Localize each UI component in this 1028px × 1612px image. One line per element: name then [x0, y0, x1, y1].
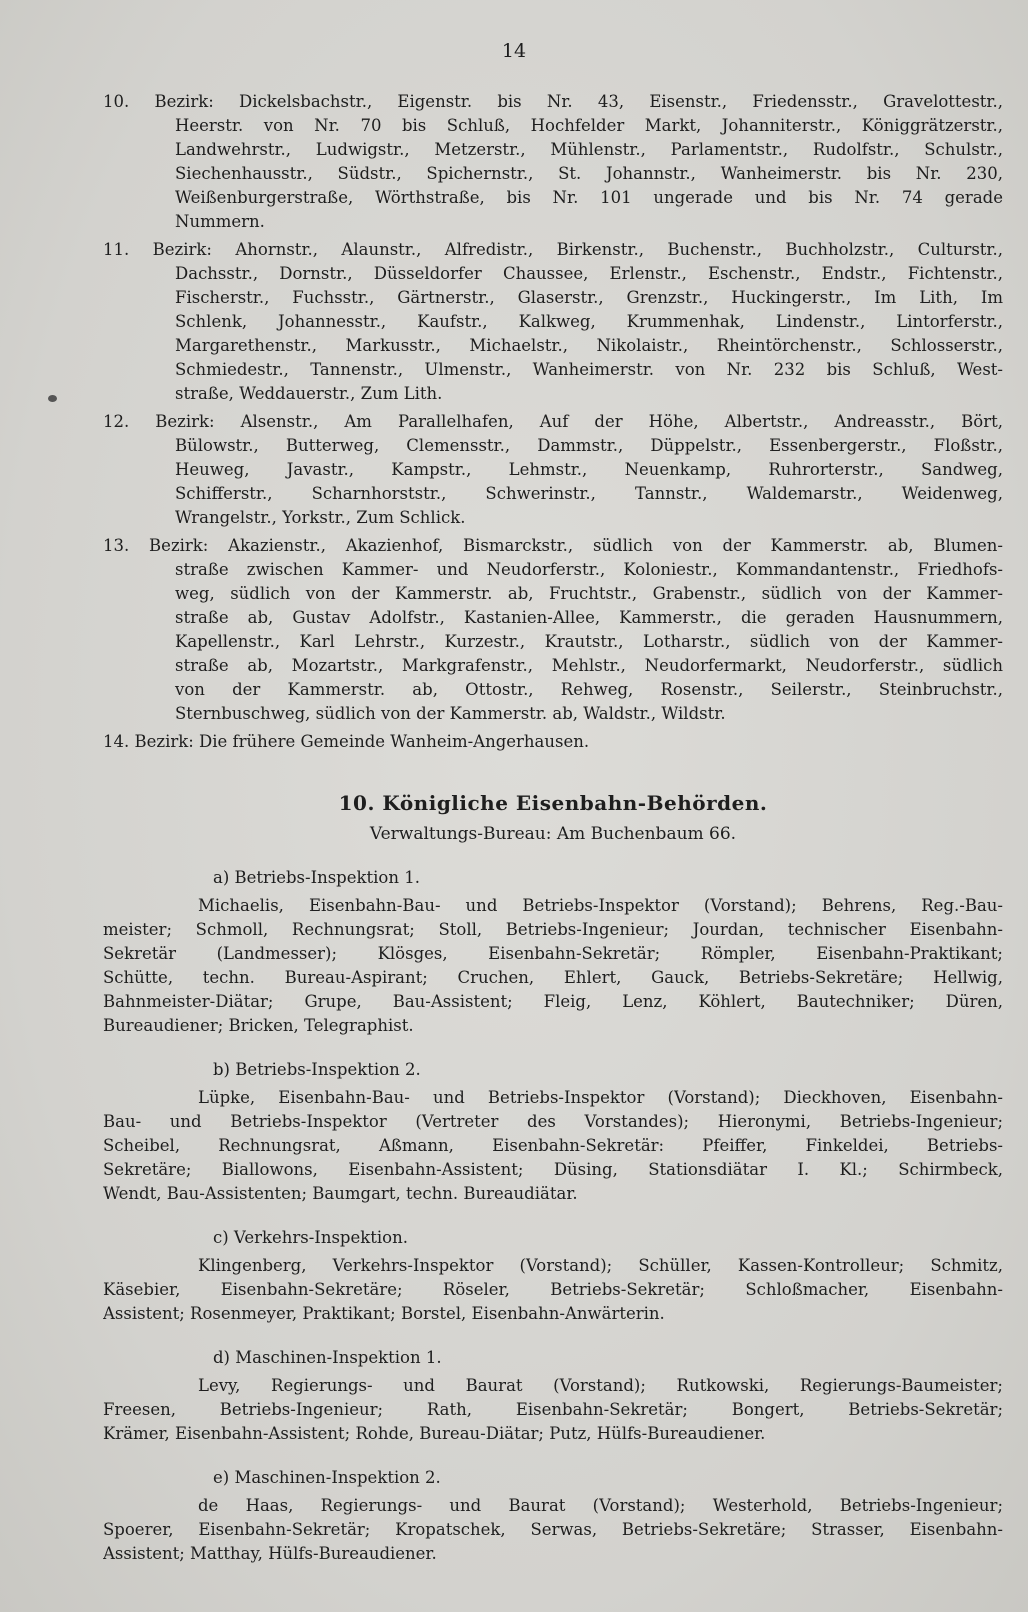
- text-line: Schifferstr., Scharnhorststr., Schwerinstr., Tannstr., Waldemarstr., Weidenweg,: [175, 484, 1003, 503]
- text-line: von der Kammerstr. ab, Ottostr., Rehweg, Rosenstr., Seilerstr., Steinbruchstr.,: [175, 680, 1003, 699]
- text-line: Wendt, Bau-Assistenten; Baumgart, techn. Bureaudiätar.: [103, 1184, 578, 1203]
- text-line: Heerstr. von Nr. 70 bis Schluß, Hochfelder Markt, Johanniterstr., Königgrätzerstr.,: [175, 116, 1003, 135]
- text-line: Scheibel, Rechnungsrat, Aßmann, Eisenbahn-Sekretär: Pfeiffer, Finkeldei, Betriebs-: [103, 1136, 1003, 1155]
- text-line: de Haas, Regierungs- und Baurat (Vorstand); Westerhold, Betriebs-Ingenieur;: [198, 1496, 1003, 1515]
- district-entry: [103, 534, 1003, 726]
- text-line: Levy, Regierungs- und Baurat (Vorstand); Rutkowski, Regierungs-Baumeister;: [198, 1376, 1003, 1395]
- section-title: 10. Königliche Eisenbahn-Behörden.: [338, 791, 768, 815]
- district-list: [103, 90, 1003, 754]
- text-line: Bahnmeister-Diätar; Grupe, Bau-Assistent; Fleig, Lenz, Köhlert, Bautechniker; Düren,: [103, 992, 1003, 1011]
- text-line: Dachsstr., Dornstr., Düsseldorfer Chaussee, Erlenstr., Eschenstr., Endstr., Fichtenstr.,: [175, 264, 1003, 283]
- subsection-heading: a) Betriebs-Inspektion 1.: [213, 868, 420, 887]
- text-line: straße zwischen Kammer- und Neudorferstr., Koloniestr., Kommandantenstr., Friedhofs-: [175, 560, 1003, 579]
- text-line: Krämer, Eisenbahn-Assistent; Rohde, Bureau-Diätar; Putz, Hülfs-Bureaudiener.: [103, 1424, 766, 1443]
- subsection-staff-list: [103, 894, 1003, 1038]
- subsection-heading: d) Maschinen-Inspektion 1.: [213, 1348, 442, 1367]
- text-line: Bau- und Betriebs-Inspektor (Vertreter des Vorstandes); Hieronymi, Betriebs-Ingenieur;: [103, 1112, 1003, 1131]
- text-line: 10. Bezirk: Dickelsbachstr., Eigenstr. bis Nr. 43, Eisenstr., Friedensstr., Gravelottestr.,: [103, 92, 1003, 111]
- text-line: Weißenburgerstraße, Wörthstraße, bis Nr. 101 ungerade und bis Nr. 74 gerade: [175, 188, 1003, 207]
- page-number: 14: [501, 40, 527, 62]
- text-line: Freesen, Betriebs-Ingenieur; Rath, Eisenbahn-Sekretär; Bongert, Betriebs-Sekretär;: [103, 1400, 1003, 1419]
- subsection-staff-list: [103, 1254, 1003, 1326]
- text-line: weg, südlich von der Kammerstr. ab, Fruchtstr., Grabenstr., südlich von der Kammer-: [175, 584, 1003, 603]
- subsection-list: [103, 866, 1003, 1566]
- subsection-staff-list: [103, 1494, 1003, 1566]
- district-entry: [103, 90, 1003, 234]
- ink-blot: [48, 395, 57, 402]
- text-line: Klingenberg, Verkehrs-Inspektor (Vorstand); Schüller, Kassen-Kontrolleur; Schmitz,: [198, 1256, 1003, 1275]
- text-line: 13. Bezirk: Akazienstr., Akazienhof, Bismarckstr., südlich von der Kammerstr. ab, Blumen-: [103, 536, 1003, 555]
- text-line: Schütte, techn. Bureau-Aspirant; Cruchen, Ehlert, Gauck, Betriebs-Sekretäre; Hellwig,: [103, 968, 1003, 987]
- text-line: Schmiedestr., Tannenstr., Ulmenstr., Wanheimerstr. von Nr. 232 bis Schluß, West-: [175, 360, 1003, 379]
- text-line: Sekretäre; Biallowons, Eisenbahn-Assistent; Düsing, Stationsdiätar I. Kl.; Schirmbeck,: [103, 1160, 1003, 1179]
- page-content: [103, 90, 1003, 1566]
- text-line: Schlenk, Johannesstr., Kaufstr., Kalkweg, Krummenhak, Lindenstr., Lintorferstr.,: [175, 312, 1003, 331]
- text-line: Assistent; Matthay, Hülfs-Bureaudiener.: [103, 1544, 437, 1563]
- text-line: straße, Weddauerstr., Zum Lith.: [175, 384, 443, 403]
- text-line: Heuweg, Javastr., Kampstr., Lehmstr., Neuenkamp, Ruhrorterstr., Sandweg,: [175, 460, 1003, 479]
- district-entry: [103, 730, 1003, 754]
- text-line: Assistent; Rosenmeyer, Praktikant; Borstel, Eisenbahn-Anwärterin.: [103, 1304, 665, 1323]
- district-entry: [103, 238, 1003, 406]
- subsection-staff-list: [103, 1086, 1003, 1206]
- text-line: Lüpke, Eisenbahn-Bau- und Betriebs-Inspektor (Vorstand); Dieckhoven, Eisenbahn-: [198, 1088, 1003, 1107]
- text-line: Wrangelstr., Yorkstr., Zum Schlick.: [175, 508, 466, 527]
- text-line: 12. Bezirk: Alsenstr., Am Parallelhafen, Auf der Höhe, Albertstr., Andreasstr., Bört,: [103, 412, 1003, 431]
- district-entry: [103, 410, 1003, 530]
- text-line: Käsebier, Eisenbahn-Sekretäre; Röseler, Betriebs-Sekretär; Schloßmacher, Eisenbahn-: [103, 1280, 1003, 1299]
- subsection-heading: c) Verkehrs-Inspektion.: [213, 1228, 408, 1247]
- text-line: 11. Bezirk: Ahornstr., Alaunstr., Alfredistr., Birkenstr., Buchenstr., Buchholzstr., Culturstr.,: [103, 240, 1003, 259]
- text-line: Bülowstr., Butterweg, Clemensstr., Dammstr., Düppelstr., Essenbergerstr., Floßstr.,: [175, 436, 1003, 455]
- text-line: Spoerer, Eisenbahn-Sekretär; Kropatschek, Serwas, Betriebs-Sekretäre; Strasser, Eisenbahn-: [103, 1520, 1003, 1539]
- text-line: Siechenhausstr., Südstr., Spichernstr., St. Johannstr., Wanheimerstr. bis Nr. 230,: [175, 164, 1003, 183]
- text-line: 14. Bezirk: Die frühere Gemeinde Wanheim-Angerhausen.: [103, 732, 590, 751]
- text-line: Fischerstr., Fuchsstr., Gärtnerstr., Glaserstr., Grenzstr., Huckingerstr., Im Lith, Im: [175, 288, 1003, 307]
- subsection-staff-list: [103, 1374, 1003, 1446]
- text-line: Bureaudiener; Bricken, Telegraphist.: [103, 1016, 414, 1035]
- text-line: Sekretär (Landmesser); Klösges, Eisenbahn-Sekretär; Römpler, Eisenbahn-Praktikant;: [103, 944, 1003, 963]
- text-line: meister; Schmoll, Rechnungsrat; Stoll, Betriebs-Ingenieur; Jourdan, technischer Eisenbahn-: [103, 920, 1003, 939]
- text-line: straße ab, Gustav Adolfstr., Kastanien-Allee, Kammerstr., die geraden Hausnummern,: [175, 608, 1003, 627]
- text-line: straße ab, Mozartstr., Markgrafenstr., Mehlstr., Neudorfermarkt, Neudorferstr., südlich: [175, 656, 1003, 675]
- text-line: Michaelis, Eisenbahn-Bau- und Betriebs-Inspektor (Vorstand); Behrens, Reg.-Bau-: [198, 896, 1003, 915]
- subsection-heading: e) Maschinen-Inspektion 2.: [213, 1468, 441, 1487]
- section-subtitle: Verwaltungs-Bureau: Am Buchenbaum 66.: [369, 824, 737, 844]
- subsection-heading: b) Betriebs-Inspektion 2.: [213, 1060, 421, 1079]
- text-line: Sternbuschweg, südlich von der Kammerstr. ab, Waldstr., Wildstr.: [175, 704, 726, 723]
- text-line: Nummern.: [175, 212, 265, 231]
- text-line: Landwehrstr., Ludwigstr., Metzerstr., Mühlenstr., Parlamentstr., Rudolfstr., Schulstr.,: [175, 140, 1003, 159]
- text-line: Margarethenstr., Markusstr., Michaelstr., Nikolaistr., Rheintörchenstr., Schlosserstr.,: [175, 336, 1003, 355]
- text-line: Kapellenstr., Karl Lehrstr., Kurzestr., Krautstr., Lotharstr., südlich von der Kammer-: [175, 632, 1003, 651]
